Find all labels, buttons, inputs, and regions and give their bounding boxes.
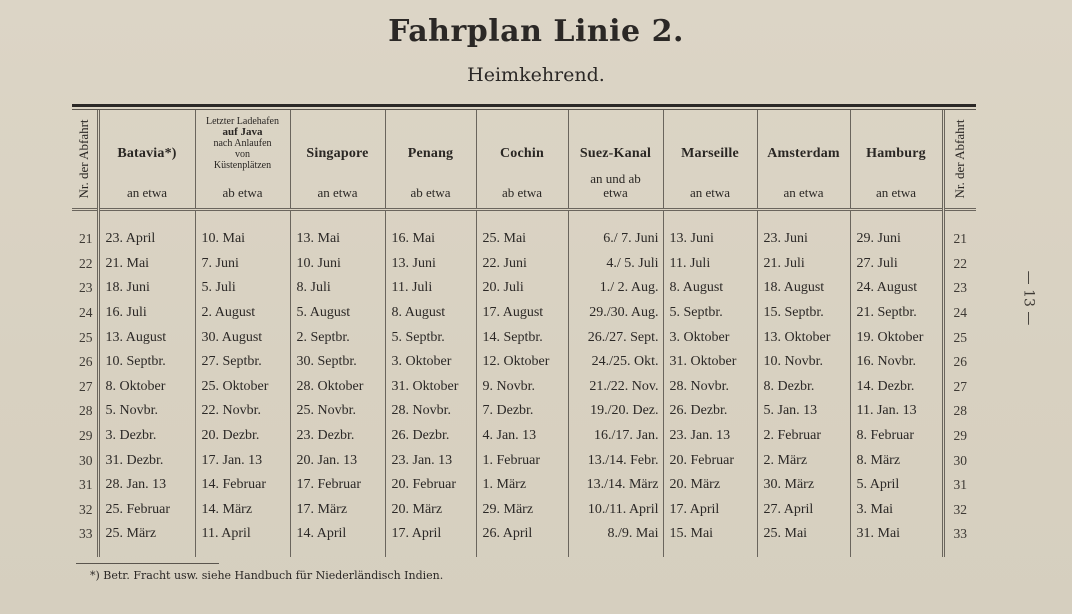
suez-sub-line-1: an und ab	[590, 171, 641, 186]
date-cell: 9. Novbr.	[476, 375, 568, 400]
date-cell: 22. Juni	[476, 252, 568, 277]
date-cell: 1./ 2. Aug.	[568, 276, 663, 301]
java-line-1: Letzter Ladehafen	[205, 116, 279, 127]
date-cell: 17. Februar	[290, 473, 385, 498]
date-cell: 3. Dezbr.	[98, 424, 195, 449]
row-number: 27	[72, 375, 98, 400]
date-cell: 20. März	[663, 473, 757, 498]
timetable	[72, 104, 976, 557]
date-cell: 23. Juni	[757, 227, 850, 252]
java-line-2: auf Java	[222, 126, 263, 138]
date-cell: 3. Oktober	[663, 325, 757, 350]
header-row-number-right	[943, 110, 976, 210]
timetable-body	[72, 211, 976, 557]
date-cell: 28. Jan. 13	[98, 473, 195, 498]
header-marseille	[663, 110, 757, 210]
row-number: 31	[943, 473, 976, 498]
date-cell: 16. Juli	[98, 301, 195, 326]
port-sub: ab etwa	[410, 185, 451, 200]
port-name: Suez-Kanal	[579, 146, 652, 161]
date-cell: 8. Februar	[850, 424, 943, 449]
date-cell: 31. Dezbr.	[98, 448, 195, 473]
port-name: Hamburg	[866, 146, 926, 161]
date-cell: 20. Jan. 13	[290, 448, 385, 473]
row-number: 29	[943, 424, 976, 449]
table-row	[72, 424, 976, 449]
date-cell: 28. Novbr.	[385, 399, 476, 424]
date-cell: 30. August	[195, 325, 290, 350]
date-cell: 21. Septbr.	[850, 301, 943, 326]
row-number: 24	[72, 301, 98, 326]
table-row	[72, 276, 976, 301]
java-line-5: Küstenplätzen	[213, 160, 272, 171]
table-row	[72, 399, 976, 424]
header-row	[72, 110, 976, 210]
row-number: 28	[72, 399, 98, 424]
row-number-header-label: Nr. der Abfahrt	[952, 119, 968, 199]
timetable-grid	[72, 110, 976, 557]
date-cell: 6./ 7. Juni	[568, 227, 663, 252]
port-sub: ab etwa	[501, 185, 543, 200]
java-line-4: von	[235, 149, 250, 160]
date-cell: 16. Novbr.	[850, 350, 943, 375]
spacer-row	[72, 547, 976, 557]
date-cell: 17. April	[663, 498, 757, 523]
date-cell: 17. Jan. 13	[195, 448, 290, 473]
port-sub: an etwa	[783, 185, 824, 200]
date-cell: 5. Septbr.	[385, 325, 476, 350]
port-name: Cochin	[500, 146, 544, 161]
row-number: 22	[72, 252, 98, 277]
date-cell: 13. Oktober	[757, 325, 850, 350]
table-row	[72, 325, 976, 350]
date-cell: 20. Dezbr.	[195, 424, 290, 449]
date-cell: 8./9. Mai	[568, 522, 663, 547]
date-cell: 13. August	[98, 325, 195, 350]
date-cell: 14. Septbr.	[476, 325, 568, 350]
date-cell: 30. Septbr.	[290, 350, 385, 375]
port-name: Amsterdam	[767, 146, 840, 161]
table-row	[72, 301, 976, 326]
date-cell: 13./14. März	[568, 473, 663, 498]
date-cell: 21./22. Nov.	[568, 375, 663, 400]
top-rule	[72, 104, 976, 107]
date-cell: 11. April	[195, 522, 290, 547]
header-penang	[385, 110, 476, 210]
date-cell: 13. Juni	[385, 252, 476, 277]
footnote-rule	[76, 563, 219, 564]
port-sub: an etwa	[875, 185, 917, 200]
page-title: Fahrplan Linie 2.	[388, 14, 684, 49]
port-name: Penang	[407, 146, 454, 161]
date-cell: 13./14. Febr.	[568, 448, 663, 473]
date-cell: 20. Februar	[385, 473, 476, 498]
date-cell: 23. Jan. 13	[663, 424, 757, 449]
date-cell: 2. Septbr.	[290, 325, 385, 350]
date-cell: 2. März	[757, 448, 850, 473]
row-number: 22	[943, 252, 976, 277]
date-cell: 10./11. April	[568, 498, 663, 523]
date-cell: 25. Mai	[757, 522, 850, 547]
date-cell: 17. August	[476, 301, 568, 326]
row-number: 33	[943, 522, 976, 547]
table-row	[72, 473, 976, 498]
date-cell: 8. Dezbr.	[757, 375, 850, 400]
date-cell: 10. Mai	[195, 227, 290, 252]
date-cell: 11. Juli	[663, 252, 757, 277]
row-number: 31	[72, 473, 98, 498]
table-row	[72, 227, 976, 252]
row-number: 33	[72, 522, 98, 547]
date-cell: 27. Septbr.	[195, 350, 290, 375]
table-row	[72, 522, 976, 547]
date-cell: 28. Oktober	[290, 375, 385, 400]
date-cell: 18. Juni	[98, 276, 195, 301]
date-cell: 8. August	[385, 301, 476, 326]
date-cell: 20. Juli	[476, 276, 568, 301]
date-cell: 4. Jan. 13	[476, 424, 568, 449]
date-cell: 14. März	[195, 498, 290, 523]
date-cell: 21. Juli	[757, 252, 850, 277]
date-cell: 15. Septbr.	[757, 301, 850, 326]
date-cell: 5. Septbr.	[663, 301, 757, 326]
row-number: 21	[943, 227, 976, 252]
page-subtitle: Heimkehrend.	[467, 64, 605, 86]
date-cell: 31. Oktober	[663, 350, 757, 375]
date-cell: 27. Juli	[850, 252, 943, 277]
date-cell: 8. Juli	[290, 276, 385, 301]
spacer-row	[72, 211, 976, 227]
date-cell: 27. April	[757, 498, 850, 523]
date-cell: 14. Februar	[195, 473, 290, 498]
date-cell: 10. Novbr.	[757, 350, 850, 375]
row-number: 27	[943, 375, 976, 400]
date-cell: 5. Jan. 13	[757, 399, 850, 424]
date-cell: 2. Februar	[757, 424, 850, 449]
date-cell: 19. Oktober	[850, 325, 943, 350]
date-cell: 25. Mai	[476, 227, 568, 252]
date-cell: 5. Juli	[195, 276, 290, 301]
java-line-3: nach Anlaufen	[213, 138, 272, 149]
header-row-number-left	[72, 110, 98, 210]
row-number: 25	[72, 325, 98, 350]
date-cell: 3. Oktober	[385, 350, 476, 375]
date-cell: 7. Dezbr.	[476, 399, 568, 424]
header-java	[195, 110, 290, 210]
date-cell: 16./17. Jan.	[568, 424, 663, 449]
date-cell: 20. März	[385, 498, 476, 523]
row-number: 23	[72, 276, 98, 301]
row-number: 30	[72, 448, 98, 473]
date-cell: 29. Juni	[850, 227, 943, 252]
date-cell: 21. Mai	[98, 252, 195, 277]
port-name: Marseille	[681, 146, 739, 161]
port-sub: an etwa	[126, 185, 168, 200]
port-name-java	[196, 116, 290, 171]
port-sub: an etwa	[689, 185, 731, 200]
header-batavia	[98, 110, 195, 210]
date-cell: 15. Mai	[663, 522, 757, 547]
header-suez-kanal	[568, 110, 663, 210]
date-cell: 13. Mai	[290, 227, 385, 252]
row-number: 23	[943, 276, 976, 301]
date-cell: 10. Juni	[290, 252, 385, 277]
row-number: 32	[72, 498, 98, 523]
row-number: 21	[72, 227, 98, 252]
date-cell: 31. Oktober	[385, 375, 476, 400]
date-cell: 19./20. Dez.	[568, 399, 663, 424]
date-cell: 14. Dezbr.	[850, 375, 943, 400]
row-number: 32	[943, 498, 976, 523]
port-name: Batavia*)	[117, 146, 177, 161]
date-cell: 23. Dezbr.	[290, 424, 385, 449]
header-cochin	[476, 110, 568, 210]
date-cell: 5. April	[850, 473, 943, 498]
port-name: Singapore	[306, 146, 369, 161]
date-cell: 26. Dezbr.	[663, 399, 757, 424]
date-cell: 25. Novbr.	[290, 399, 385, 424]
header-singapore	[290, 110, 385, 210]
table-row	[72, 498, 976, 523]
suez-sub-line-2: etwa	[603, 185, 628, 200]
date-cell: 10. Septbr.	[98, 350, 195, 375]
table-row	[72, 448, 976, 473]
row-number: 26	[943, 350, 976, 375]
row-number: 29	[72, 424, 98, 449]
date-cell: 3. Mai	[850, 498, 943, 523]
footnote: *) Betr. Fracht usw. siehe Handbuch für Niederländisch Indien.	[90, 569, 444, 582]
date-cell: 29./30. Aug.	[568, 301, 663, 326]
date-cell: 16. Mai	[385, 227, 476, 252]
date-cell: 11. Juli	[385, 276, 476, 301]
date-cell: 2. August	[195, 301, 290, 326]
row-number: 28	[943, 399, 976, 424]
date-cell: 26. April	[476, 522, 568, 547]
port-sub	[569, 172, 663, 200]
date-cell: 26./27. Sept.	[568, 325, 663, 350]
date-cell: 23. Jan. 13	[385, 448, 476, 473]
port-sub: an etwa	[317, 185, 358, 200]
date-cell: 11. Jan. 13	[850, 399, 943, 424]
row-number: 26	[72, 350, 98, 375]
date-cell: 8. März	[850, 448, 943, 473]
date-cell: 18. August	[757, 276, 850, 301]
date-cell: 1. März	[476, 473, 568, 498]
date-cell: 14. April	[290, 522, 385, 547]
date-cell: 17. März	[290, 498, 385, 523]
port-sub: ab etwa	[222, 185, 263, 200]
date-cell: 24. August	[850, 276, 943, 301]
date-cell: 5. August	[290, 301, 385, 326]
date-cell: 17. April	[385, 522, 476, 547]
date-cell: 25. März	[98, 522, 195, 547]
header-amsterdam	[757, 110, 850, 210]
date-cell: 12. Oktober	[476, 350, 568, 375]
table-row	[72, 375, 976, 400]
date-cell: 28. Novbr.	[663, 375, 757, 400]
date-cell: 5. Novbr.	[98, 399, 195, 424]
date-cell: 24./25. Okt.	[568, 350, 663, 375]
date-cell: 1. Februar	[476, 448, 568, 473]
date-cell: 8. August	[663, 276, 757, 301]
row-number: 25	[943, 325, 976, 350]
date-cell: 4./ 5. Juli	[568, 252, 663, 277]
date-cell: 26. Dezbr.	[385, 424, 476, 449]
row-number-header-label: Nr. der Abfahrt	[76, 119, 92, 199]
date-cell: 25. Februar	[98, 498, 195, 523]
table-row	[72, 350, 976, 375]
row-number: 24	[943, 301, 976, 326]
date-cell: 7. Juni	[195, 252, 290, 277]
date-cell: 31. Mai	[850, 522, 943, 547]
date-cell: 25. Oktober	[195, 375, 290, 400]
date-cell: 13. Juni	[663, 227, 757, 252]
date-cell: 20. Februar	[663, 448, 757, 473]
date-cell: 8. Oktober	[98, 375, 195, 400]
date-cell: 29. März	[476, 498, 568, 523]
date-cell: 22. Novbr.	[195, 399, 290, 424]
date-cell: 30. März	[757, 473, 850, 498]
date-cell: 23. April	[98, 227, 195, 252]
header-hamburg	[850, 110, 943, 210]
table-row	[72, 252, 976, 277]
row-number: 30	[943, 448, 976, 473]
page-number: — 13 —	[1020, 270, 1037, 326]
